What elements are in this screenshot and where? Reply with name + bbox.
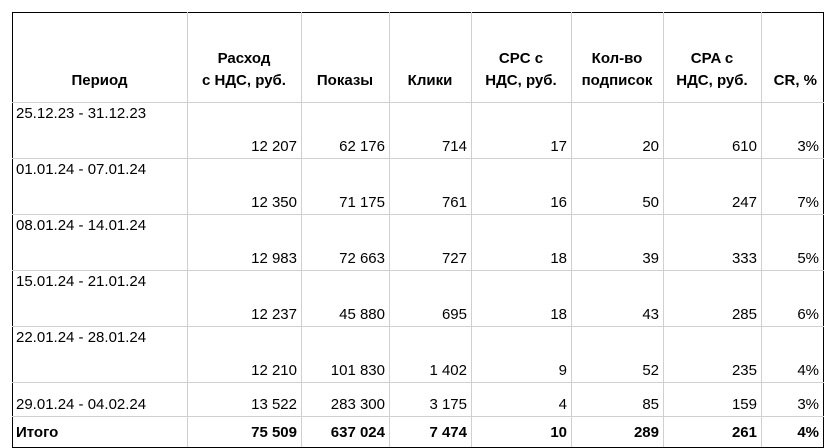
header-clicks[interactable]: Клики <box>390 13 472 103</box>
cell-subscriptions[interactable]: 85 <box>572 383 664 417</box>
cell-period[interactable]: 01.01.24 - 07.01.24 <box>13 159 188 215</box>
cell-period[interactable]: 29.01.24 - 04.02.24 <box>13 383 188 417</box>
header-cr[interactable]: CR, % <box>762 13 824 103</box>
header-cpa[interactable]: CPA с НДС, руб. <box>664 13 762 103</box>
header-spend[interactable]: Расход с НДС, руб. <box>188 13 302 103</box>
cell-impressions[interactable]: 72 663 <box>302 215 390 271</box>
cell-spend[interactable]: 13 522 <box>188 383 302 417</box>
cell-clicks[interactable]: 714 <box>390 103 472 159</box>
table-row <box>13 103 824 159</box>
cell-spend[interactable]: 12 350 <box>188 159 302 215</box>
cell-period[interactable]: 22.01.24 - 28.01.24 <box>13 327 188 383</box>
cell-cpa[interactable]: 159 <box>664 383 762 417</box>
cell-subscriptions[interactable]: 43 <box>572 271 664 327</box>
cell-impressions[interactable]: 71 175 <box>302 159 390 215</box>
cell-cpa[interactable]: 235 <box>664 327 762 383</box>
header-subscriptions[interactable]: Кол-во подписок <box>572 13 664 103</box>
cell-cpa[interactable]: 285 <box>664 271 762 327</box>
table-row <box>13 215 824 271</box>
cell-spend[interactable]: 12 210 <box>188 327 302 383</box>
table-row <box>13 327 824 383</box>
total-cr[interactable]: 4% <box>762 417 824 448</box>
spreadsheet <box>12 12 824 448</box>
cell-subscriptions[interactable]: 50 <box>572 159 664 215</box>
table-row <box>13 159 824 215</box>
total-cpa[interactable]: 261 <box>664 417 762 448</box>
ad-stats-table <box>12 12 824 448</box>
table-row <box>13 271 824 327</box>
cell-cpc[interactable]: 16 <box>472 159 572 215</box>
cell-period[interactable]: 25.12.23 - 31.12.23 <box>13 103 188 159</box>
cell-clicks[interactable]: 761 <box>390 159 472 215</box>
cell-cr[interactable]: 3% <box>762 103 824 159</box>
total-row <box>13 417 824 448</box>
header-row <box>13 13 824 103</box>
cell-cpc[interactable]: 18 <box>472 271 572 327</box>
cell-spend[interactable]: 12 207 <box>188 103 302 159</box>
header-cpc[interactable]: CPC с НДС, руб. <box>472 13 572 103</box>
cell-cr[interactable]: 7% <box>762 159 824 215</box>
cell-subscriptions[interactable]: 39 <box>572 215 664 271</box>
total-clicks[interactable]: 7 474 <box>390 417 472 448</box>
cell-spend[interactable]: 12 237 <box>188 271 302 327</box>
cell-cr[interactable]: 3% <box>762 383 824 417</box>
total-subscriptions[interactable]: 289 <box>572 417 664 448</box>
total-impressions[interactable]: 637 024 <box>302 417 390 448</box>
cell-cr[interactable]: 5% <box>762 215 824 271</box>
cell-cpa[interactable]: 333 <box>664 215 762 271</box>
header-period[interactable]: Период <box>13 13 188 103</box>
cell-clicks[interactable]: 695 <box>390 271 472 327</box>
cell-period[interactable]: 08.01.24 - 14.01.24 <box>13 215 188 271</box>
cell-impressions[interactable]: 45 880 <box>302 271 390 327</box>
cell-clicks[interactable]: 1 402 <box>390 327 472 383</box>
cell-impressions[interactable]: 101 830 <box>302 327 390 383</box>
cell-cr[interactable]: 4% <box>762 327 824 383</box>
total-cpc[interactable]: 10 <box>472 417 572 448</box>
cell-subscriptions[interactable]: 20 <box>572 103 664 159</box>
table-row <box>13 383 824 417</box>
cell-clicks[interactable]: 3 175 <box>390 383 472 417</box>
cell-spend[interactable]: 12 983 <box>188 215 302 271</box>
cell-impressions[interactable]: 62 176 <box>302 103 390 159</box>
cell-cpc[interactable]: 17 <box>472 103 572 159</box>
total-label[interactable]: Итого <box>13 417 188 448</box>
cell-cpa[interactable]: 610 <box>664 103 762 159</box>
cell-subscriptions[interactable]: 52 <box>572 327 664 383</box>
cell-clicks[interactable]: 727 <box>390 215 472 271</box>
cell-cpc[interactable]: 4 <box>472 383 572 417</box>
cell-cpa[interactable]: 247 <box>664 159 762 215</box>
cell-cpc[interactable]: 18 <box>472 215 572 271</box>
cell-cpc[interactable]: 9 <box>472 327 572 383</box>
cell-impressions[interactable]: 283 300 <box>302 383 390 417</box>
cell-cr[interactable]: 6% <box>762 271 824 327</box>
header-impressions[interactable]: Показы <box>302 13 390 103</box>
cell-period[interactable]: 15.01.24 - 21.01.24 <box>13 271 188 327</box>
total-spend[interactable]: 75 509 <box>188 417 302 448</box>
